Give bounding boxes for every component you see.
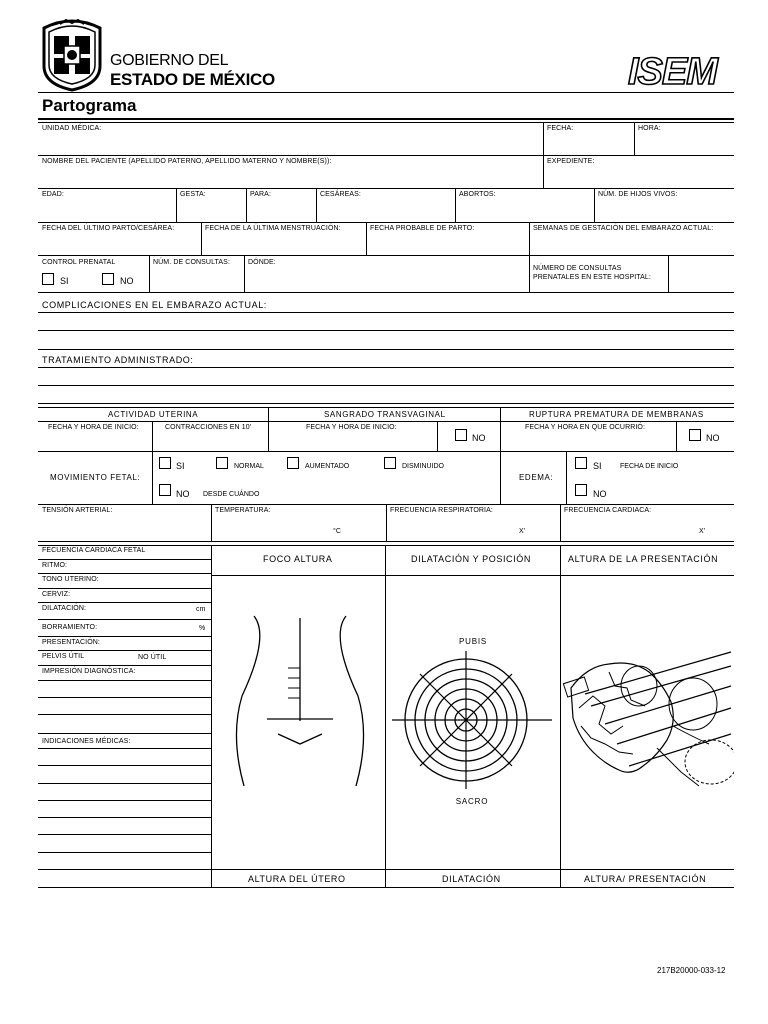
edema-fecha-inicio-label: FECHA DE INICIO <box>620 463 679 470</box>
form-top-rule <box>38 118 734 120</box>
section-divider <box>560 504 561 541</box>
tension-arterial-label: TENSIÓN ARTERIAL: <box>42 507 113 514</box>
form-rule <box>38 188 734 189</box>
uterus-left-contour <box>236 616 259 786</box>
section-rule <box>211 869 734 870</box>
form-divider <box>244 255 245 292</box>
section-divider <box>500 451 501 504</box>
ruptura-title: RUPTURA PREMATURA DE MEMBRANAS <box>529 410 704 419</box>
finding-label-4: DILATACIÓN: <box>42 605 87 612</box>
num-consultas-label: NÚM. DE CONSULTAS: <box>153 259 230 266</box>
probable-parto-label: FECHA PROBABLE DE PARTO: <box>370 225 475 232</box>
form-divider <box>668 255 669 292</box>
mov-disminuido-label: DISMINUIDO <box>402 463 444 470</box>
form-divider <box>543 122 544 188</box>
isem-logo-text: ISEM <box>628 51 717 90</box>
list-rule <box>38 714 211 715</box>
edad-label: EDAD: <box>42 191 64 198</box>
form-rule <box>38 155 734 156</box>
edema-si-label: SI <box>593 461 602 471</box>
foco-altura-title: FOCO ALTURA <box>263 554 333 564</box>
finding-label-2: TONO UTERINO: <box>42 576 99 583</box>
finding-label-8: IMPRESIÓN DIAGNÓSTICA: <box>42 668 136 675</box>
edema-no-label: NO <box>593 489 607 499</box>
grados-unit: °C <box>333 528 342 535</box>
list-rule <box>38 650 211 651</box>
mov-no-label: NO <box>176 489 190 499</box>
complicaciones-label: COMPLICACIONES EN EL EMBARAZO ACTUAL: <box>42 300 267 310</box>
list-rule <box>38 588 211 589</box>
form-divider <box>455 188 456 222</box>
sangrado-no-checkbox[interactable] <box>455 429 467 441</box>
section-divider <box>152 451 153 504</box>
form-divider <box>246 188 247 222</box>
mov-si-checkbox[interactable] <box>159 457 171 469</box>
section-rule <box>38 541 734 542</box>
list-rule <box>38 680 211 681</box>
cesareas-label: CESÁREAS: <box>320 191 361 198</box>
list-rule <box>38 619 211 620</box>
state-seal-logo <box>40 18 104 92</box>
ruptura-no-label: NO <box>706 433 720 443</box>
list-rule <box>38 765 211 766</box>
mov-no-checkbox[interactable] <box>159 484 171 496</box>
section-divider <box>500 407 501 451</box>
semanas-gestacion-label: SEMANAS DE GESTACIÓN DEL EMBARAZO ACTUAL: <box>533 225 714 232</box>
control-no-checkbox[interactable] <box>102 273 114 285</box>
indicaciones-label: INDICACIONES MÉDICAS: <box>42 738 131 745</box>
form-divider <box>366 222 367 255</box>
section-divider <box>152 421 153 451</box>
mov-aumentado-label: AUMENTADO <box>305 463 350 470</box>
gov-line1: GOBIERNO DEL <box>110 52 229 69</box>
form-divider <box>529 255 530 292</box>
writing-line <box>38 349 734 350</box>
writing-line <box>38 385 734 386</box>
form-divider <box>316 188 317 222</box>
dilation-position-diagram <box>386 576 560 869</box>
contracciones-label: CONTRACCIONES EN 10' <box>165 424 252 431</box>
list-rule <box>38 748 211 749</box>
borramiento-unit: % <box>199 625 206 632</box>
page-title: Partograma <box>42 96 137 115</box>
movimiento-fetal-label: MOVIMIENTO FETAL: <box>50 473 141 482</box>
list-rule <box>38 636 211 637</box>
temperatura-label: TEMPERATURA: <box>215 507 271 514</box>
list-rule <box>38 573 211 574</box>
control-si-checkbox[interactable] <box>42 273 54 285</box>
list-rule <box>38 545 211 546</box>
section-divider <box>386 504 387 541</box>
altura-utero-caption: ALTURA DEL ÚTERO <box>248 874 346 884</box>
header-rule <box>38 92 734 93</box>
list-rule <box>38 817 211 818</box>
writing-line <box>38 330 734 331</box>
para-label: PARA: <box>250 191 271 198</box>
presentation-height-diagram <box>561 576 734 869</box>
writing-line <box>38 367 734 368</box>
list-rule <box>38 783 211 784</box>
consultas-hospital-label-1: NÚMERO DE CONSULTAS <box>533 265 622 272</box>
list-rule <box>38 559 211 560</box>
mov-desde-label: DESDE CUÁNDO <box>203 491 260 498</box>
frecuencia-cardiaca-label: FRECUENCIA CARDIACA: <box>564 507 652 514</box>
form-divider <box>594 188 595 222</box>
form-divider <box>201 222 202 255</box>
control-si-label: SI <box>60 276 69 286</box>
hora-label: HORA: <box>638 125 661 132</box>
list-rule <box>38 602 211 603</box>
section-divider <box>566 451 567 504</box>
tratamiento-label: TRATAMIENTO ADMINISTRADO: <box>42 355 194 365</box>
sangrado-title: SANGRADO TRANSVAGINAL <box>324 410 446 419</box>
uterus-height-diagram <box>212 576 385 869</box>
finding-label-6: PRESENTACIÓN: <box>42 639 100 646</box>
mov-disminuido-checkbox[interactable] <box>384 457 396 469</box>
section-divider <box>211 504 212 541</box>
ruptura-no-checkbox[interactable] <box>689 429 701 441</box>
mov-aumentado-checkbox[interactable] <box>287 457 299 469</box>
list-rule <box>38 800 211 801</box>
donde-label: DÓNDE: <box>248 259 276 266</box>
form-rule <box>38 222 734 223</box>
control-prenatal-label: CONTROL PRENATAL <box>42 259 116 266</box>
section-rule <box>211 545 734 546</box>
ruptura-fecha-label: FECHA Y HORA EN QUE OCURRIÓ: <box>525 424 646 431</box>
writing-line <box>38 403 734 404</box>
ultimo-parto-label: FECHA DEL ÚLTIMO PARTO/CESÁREA: <box>42 225 175 232</box>
list-rule <box>38 834 211 835</box>
section-divider <box>437 421 438 451</box>
actividad-uterina-title: ACTIVIDAD UTERINA <box>108 410 199 419</box>
section-rule <box>38 451 734 452</box>
edema-no-checkbox[interactable] <box>575 484 587 496</box>
ultima-menstruacion-label: FECHA DE LA ÚLTIMA MENSTRUACIÓN: <box>205 225 341 232</box>
list-rule <box>38 869 211 870</box>
pubis-label: PUBIS <box>458 637 488 646</box>
list-rule <box>38 665 211 666</box>
mov-si-label: SI <box>176 461 185 471</box>
mov-normal-label: NORMAL <box>234 463 264 470</box>
edema-si-checkbox[interactable] <box>575 457 587 469</box>
list-rule <box>38 852 211 853</box>
form-divider <box>529 222 530 255</box>
unidad-medica-label: UNIDAD MÉDICA: <box>42 125 102 132</box>
form-code: 217B20000-033-12 <box>657 966 726 975</box>
dilatacion-posicion-title: DILATACIÓN Y POSICIÓN <box>411 554 531 564</box>
hijos-vivos-label: NÚM. DE HIJOS VIVOS: <box>598 191 678 198</box>
form-rule <box>38 255 734 256</box>
form-rule <box>38 122 734 123</box>
section-rule <box>38 887 734 888</box>
control-no-label: NO <box>120 276 134 286</box>
dilatacion-caption: DILATACIÓN <box>442 874 501 884</box>
list-rule <box>38 697 211 698</box>
altura-presentacion-caption: ALTURA/ PRESENTACIÓN <box>584 874 707 884</box>
sangrado-fecha-label: FECHA Y HORA DE INICIO: <box>306 424 397 431</box>
consultas-hospital-label-2: PRENATALES EN ESTE HOSPITAL: <box>533 274 651 281</box>
frecuencia-respiratoria-label: FRECUENCIA RESPIRATORIA: <box>390 507 493 514</box>
fecha-hora-inicio-label: FECHA Y HORA DE INICIO: <box>48 424 139 431</box>
finding-label-0: FECUENCIA CARDIACA FETAL <box>42 547 146 554</box>
sacro-label: SACRO <box>455 797 489 806</box>
edema-label: EDEMA: <box>519 473 554 482</box>
finding-label-3: CERVIZ: <box>42 591 71 598</box>
gesta-label: GESTA: <box>180 191 206 198</box>
writing-line <box>38 312 734 313</box>
list-rule <box>38 733 211 734</box>
abortos-label: ABORTOS: <box>459 191 496 198</box>
resp-unit: X' <box>519 528 526 535</box>
finding-label-7: PELVIS ÚTIL <box>42 653 85 660</box>
mov-normal-checkbox[interactable] <box>216 457 228 469</box>
expediente-label: EXPEDIENTE: <box>547 158 595 165</box>
form-divider <box>176 188 177 222</box>
sangrado-no-label: NO <box>472 433 486 443</box>
pelvis-no-util-label: NO ÚTIL <box>138 654 167 661</box>
form-divider <box>634 122 635 155</box>
form-divider <box>149 255 150 292</box>
altura-presentacion-title: ALTURA DE LA PRESENTACIÓN <box>568 554 719 564</box>
nombre-paciente-label: NOMBRE DEL PACIENTE (APELLIDO PATERNO, APELLIDO MATERNO Y NOMBRE(S)): <box>42 158 332 165</box>
card-unit: X' <box>699 528 706 535</box>
fecha-label: FECHA: <box>547 125 574 132</box>
section-rule <box>38 421 734 422</box>
section-rule <box>38 407 734 408</box>
dilatacion-unit: cm <box>196 606 206 613</box>
form-rule <box>38 292 734 293</box>
finding-label-5: BORRAMIENTO: <box>42 624 98 631</box>
section-divider <box>268 407 269 451</box>
finding-label-1: RITMO: <box>42 562 68 569</box>
uterus-right-contour <box>340 616 363 786</box>
isem-logo <box>624 50 736 90</box>
gov-line2: ESTADO DE MÉXICO <box>110 70 275 89</box>
section-divider <box>676 421 677 451</box>
